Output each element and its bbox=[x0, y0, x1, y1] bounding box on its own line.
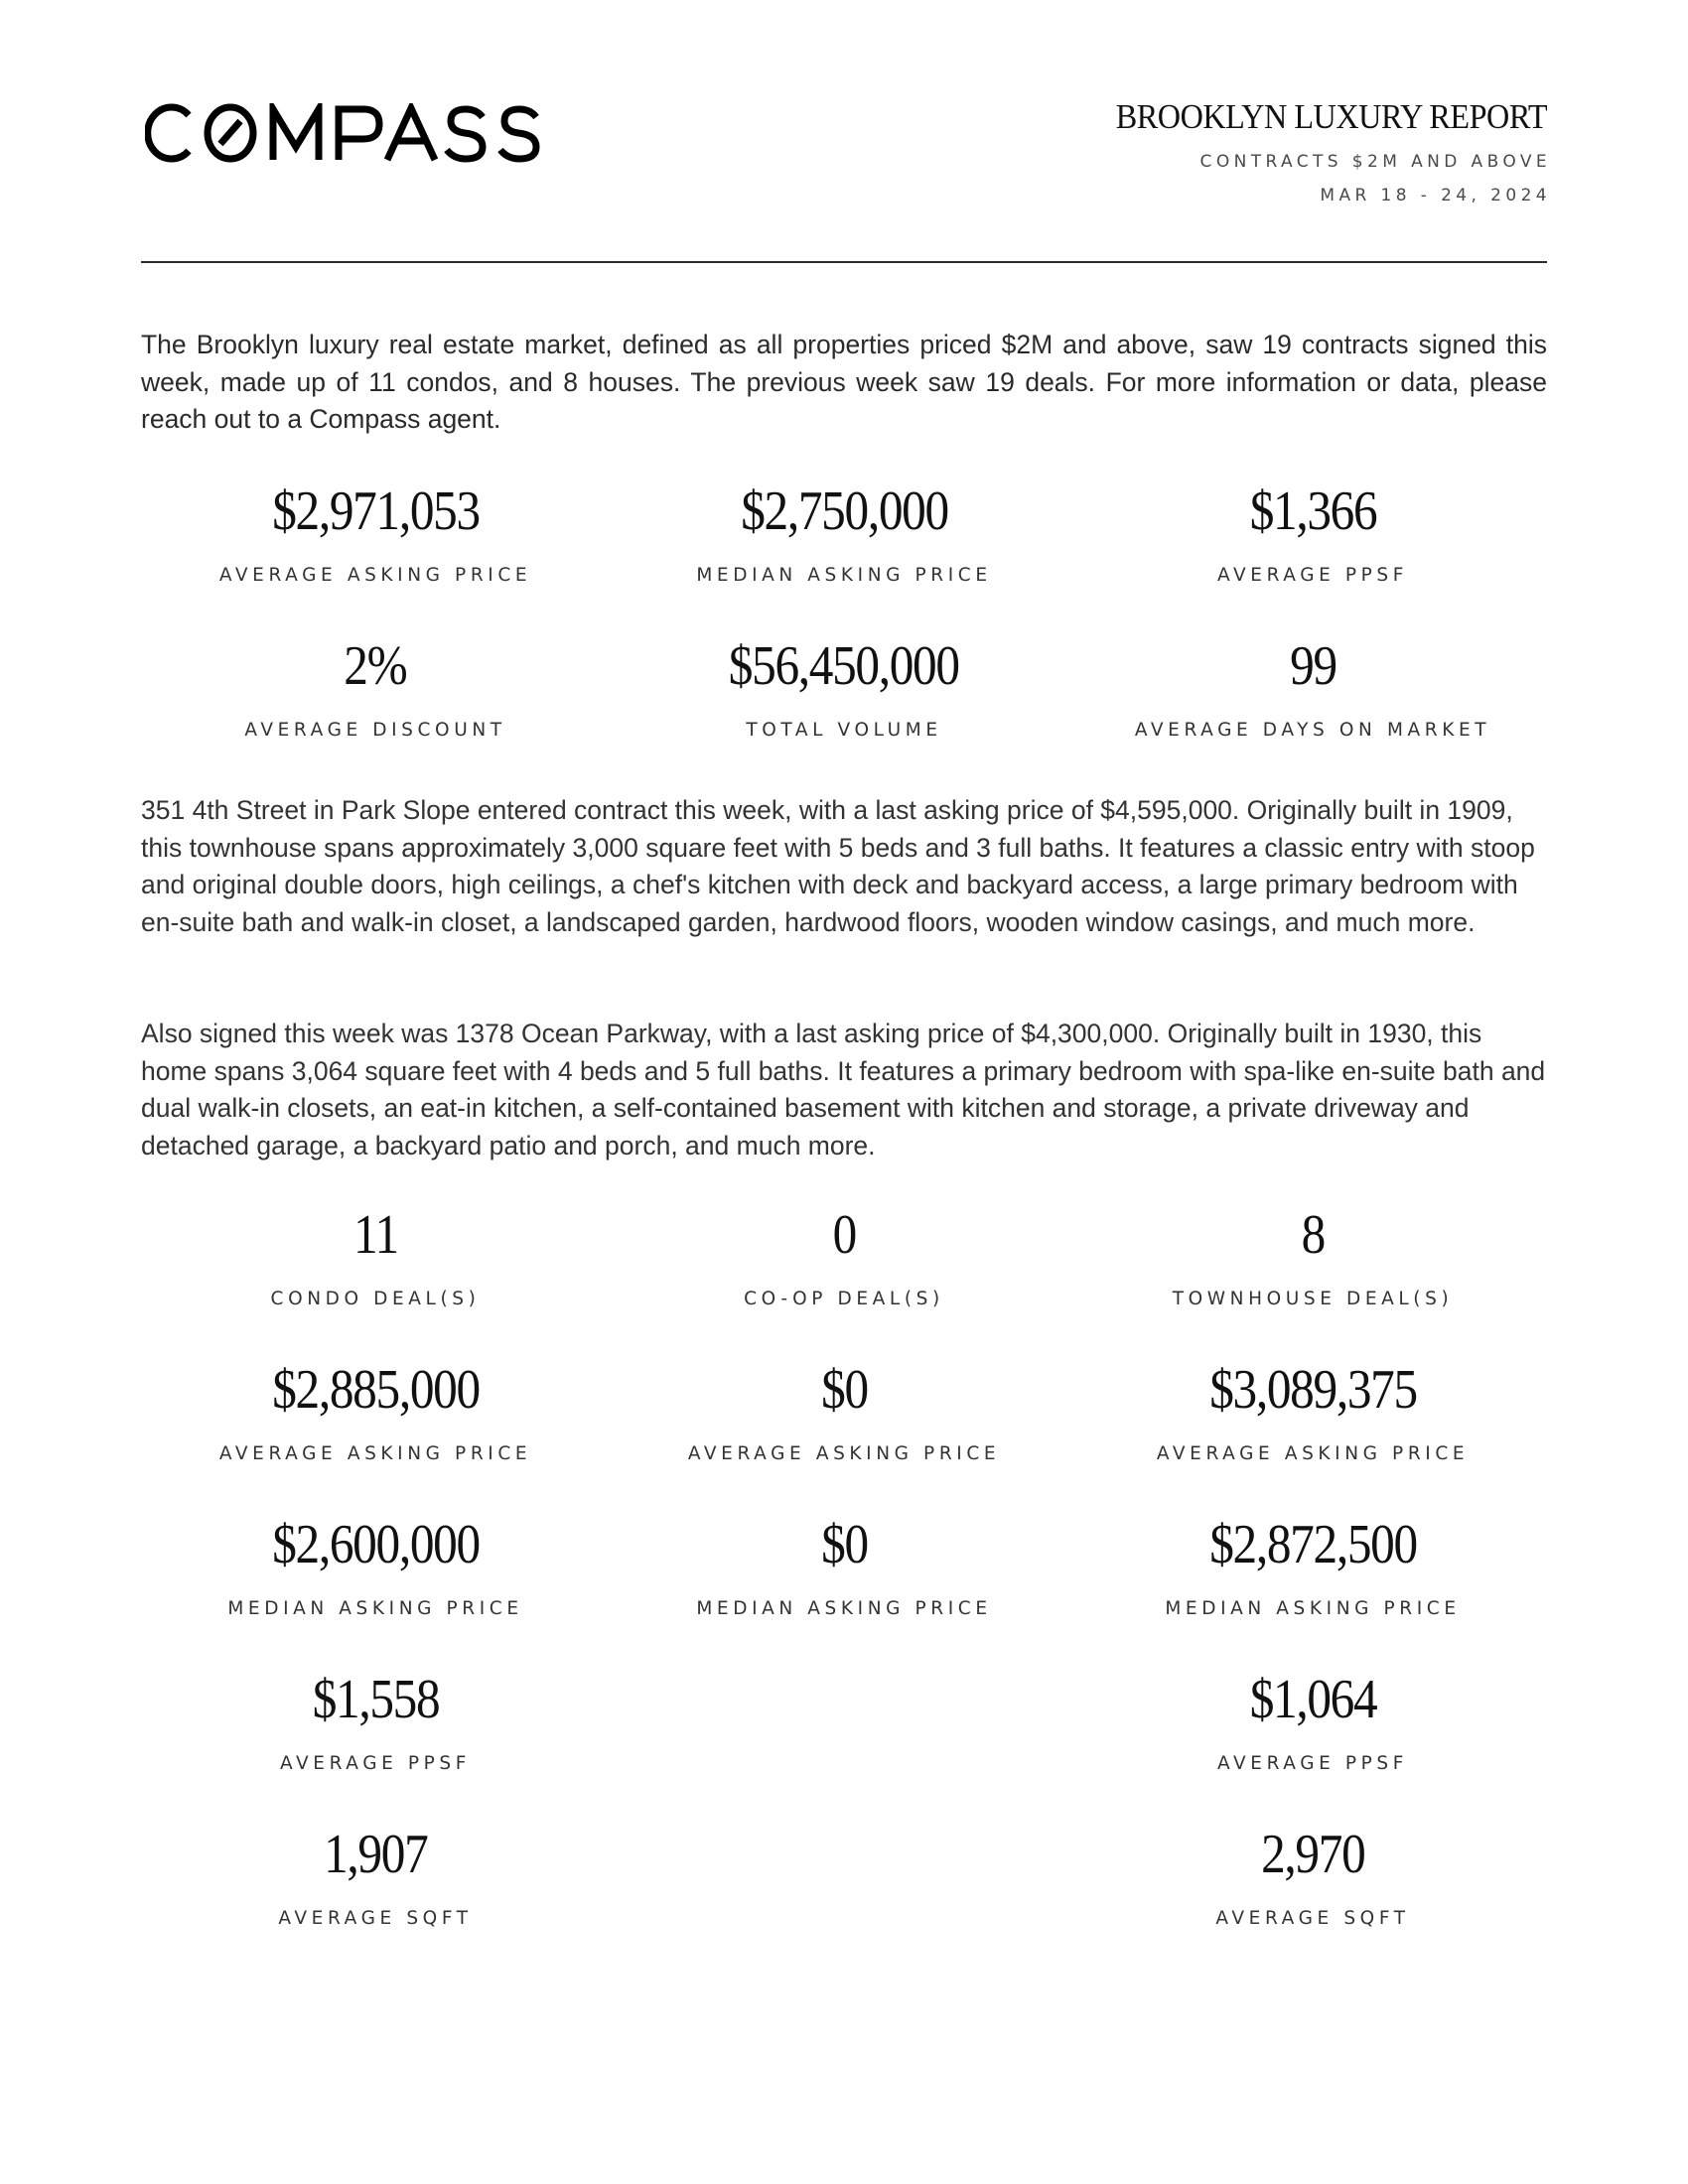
stat-label: TOTAL VOLUME bbox=[746, 720, 942, 741]
condo-average-asking-price bbox=[141, 1359, 610, 1464]
stat-value: $2,885,000 bbox=[271, 1359, 480, 1421]
townhouse-average-asking-price bbox=[1078, 1359, 1547, 1464]
townhouse-average-ppsf bbox=[1078, 1669, 1547, 1774]
stat-label: CONDO DEAL(S) bbox=[270, 1289, 481, 1309]
logo-letter-s2 bbox=[500, 109, 536, 159]
stat-average-discount bbox=[141, 635, 610, 741]
stat-value: $1,064 bbox=[1249, 1669, 1376, 1730]
report-title: BROOKLYN LUXURY REPORT bbox=[1115, 97, 1547, 136]
condo-deals bbox=[141, 1204, 610, 1309]
report-header bbox=[141, 0, 1551, 266]
stat-total-volume bbox=[610, 635, 1078, 741]
townhouse-median-asking-price bbox=[1078, 1514, 1547, 1619]
stat-label: AVERAGE PPSF bbox=[1216, 1753, 1409, 1774]
intro-paragraph: The Brooklyn luxury real estate market, defined as all properties priced $2M and above, saw 19 contracts signed this week, made up of 11 condos, and 8 houses. The previous week saw 19 deals. For more information or data, please reach out to a Compass agent. bbox=[141, 330, 1547, 434]
stat-label: AVERAGE DISCOUNT bbox=[244, 720, 506, 741]
stat-value: 99 bbox=[1289, 635, 1336, 697]
stat-label: MEDIAN ASKING PRICE bbox=[227, 1598, 523, 1619]
featured-listing-paragraph-1: 351 4th Street in Park Slope entered contract this week, with a last asking price of $4,595,000. Originally built in 1909, this townhouse spans approximately 3,000 square feet with 5 beds and 3 full baths. It features a classic entry with stoop and original double doors, high ceilings, a chef's kitchen with deck and backyard access, a large primary bedroom with en-suite bath and walk-in closet, a landscaped garden, hardwood floors, wooden window casings, and much more. bbox=[141, 795, 1535, 937]
coop-average-asking-price bbox=[610, 1359, 1078, 1464]
stat-value: 2,970 bbox=[1260, 1824, 1365, 1885]
stat-label: AVERAGE SQFT bbox=[1215, 1908, 1410, 1929]
stat-value: $56,450,000 bbox=[729, 635, 959, 697]
logo-letter-c bbox=[148, 107, 189, 159]
stat-value: $1,558 bbox=[312, 1669, 439, 1730]
stat-value: $0 bbox=[820, 1359, 868, 1421]
stat-median-asking-price bbox=[610, 480, 1078, 586]
featured-listing-paragraph-2: Also signed this week was 1378 Ocean Parkway, with a last asking price of $4,300,000. Originally built in 1930, this home spans 3,064 square feet with 4 beds and 5 full baths. It features a primary bedroom with spa-like en-suite bath and dual walk-in closets, an eat-in kitchen, a self-contained basement with kitchen and storage, a private driveway and detached garage, a backyard patio and porch, and much more. bbox=[141, 1019, 1546, 1160]
stat-average-days-on-market bbox=[1078, 635, 1547, 741]
stat-label: MEDIAN ASKING PRICE bbox=[696, 565, 992, 586]
header-divider bbox=[141, 261, 1547, 263]
stat-label: AVERAGE PPSF bbox=[279, 1753, 472, 1774]
stat-value: 1,907 bbox=[323, 1824, 428, 1885]
stat-label: AVERAGE PPSF bbox=[1216, 565, 1409, 586]
stat-label: AVERAGE DAYS ON MARKET bbox=[1134, 720, 1491, 741]
stat-value: $3,089,375 bbox=[1208, 1359, 1417, 1421]
stat-average-asking-price bbox=[141, 480, 610, 586]
condo-median-asking-price bbox=[141, 1514, 610, 1619]
condo-average-sqft bbox=[141, 1824, 610, 1929]
stat-value: 2% bbox=[344, 635, 407, 697]
report-subtitle: CONTRACTS $2M AND ABOVE bbox=[1199, 152, 1551, 172]
report-date-range: MAR 18 - 24, 2024 bbox=[1320, 186, 1551, 205]
stat-label: MEDIAN ASKING PRICE bbox=[696, 1598, 992, 1619]
stat-label: MEDIAN ASKING PRICE bbox=[1165, 1598, 1461, 1619]
coop-median-asking-price bbox=[610, 1514, 1078, 1619]
stat-value: $2,872,500 bbox=[1208, 1514, 1417, 1575]
logo-letter-m bbox=[273, 109, 319, 160]
logo-letter-s1 bbox=[447, 109, 483, 159]
stat-value: $0 bbox=[820, 1514, 868, 1575]
condo-average-ppsf bbox=[141, 1669, 610, 1774]
report-page bbox=[141, 0, 1551, 1929]
compass-logo-wordmark bbox=[145, 103, 562, 163]
stat-label: TOWNHOUSE DEAL(S) bbox=[1172, 1289, 1454, 1309]
coop-deals bbox=[610, 1204, 1078, 1309]
stat-average-ppsf bbox=[1078, 480, 1547, 586]
townhouse-deals bbox=[1078, 1204, 1547, 1309]
stat-value: $2,600,000 bbox=[271, 1514, 480, 1575]
stat-label: AVERAGE ASKING PRICE bbox=[218, 565, 532, 586]
stat-value: 11 bbox=[352, 1204, 398, 1266]
stat-label: AVERAGE SQFT bbox=[278, 1908, 473, 1929]
stat-label: AVERAGE ASKING PRICE bbox=[1156, 1443, 1470, 1464]
stat-value: $2,971,053 bbox=[271, 480, 480, 542]
logo-letter-p bbox=[339, 109, 379, 160]
report-heading bbox=[1078, 97, 1551, 205]
stat-value: $2,750,000 bbox=[740, 480, 948, 542]
stat-label: AVERAGE ASKING PRICE bbox=[687, 1443, 1001, 1464]
stat-value: 8 bbox=[1301, 1204, 1325, 1266]
townhouse-average-sqft bbox=[1078, 1824, 1547, 1929]
stat-value: $1,366 bbox=[1249, 480, 1376, 542]
stat-value: 0 bbox=[832, 1204, 856, 1266]
compass-logo bbox=[145, 103, 562, 163]
logo-letter-a bbox=[387, 108, 435, 160]
compass-needle-icon bbox=[220, 121, 240, 144]
stat-label: CO-OP DEAL(S) bbox=[744, 1289, 944, 1309]
stat-label: AVERAGE ASKING PRICE bbox=[218, 1443, 532, 1464]
